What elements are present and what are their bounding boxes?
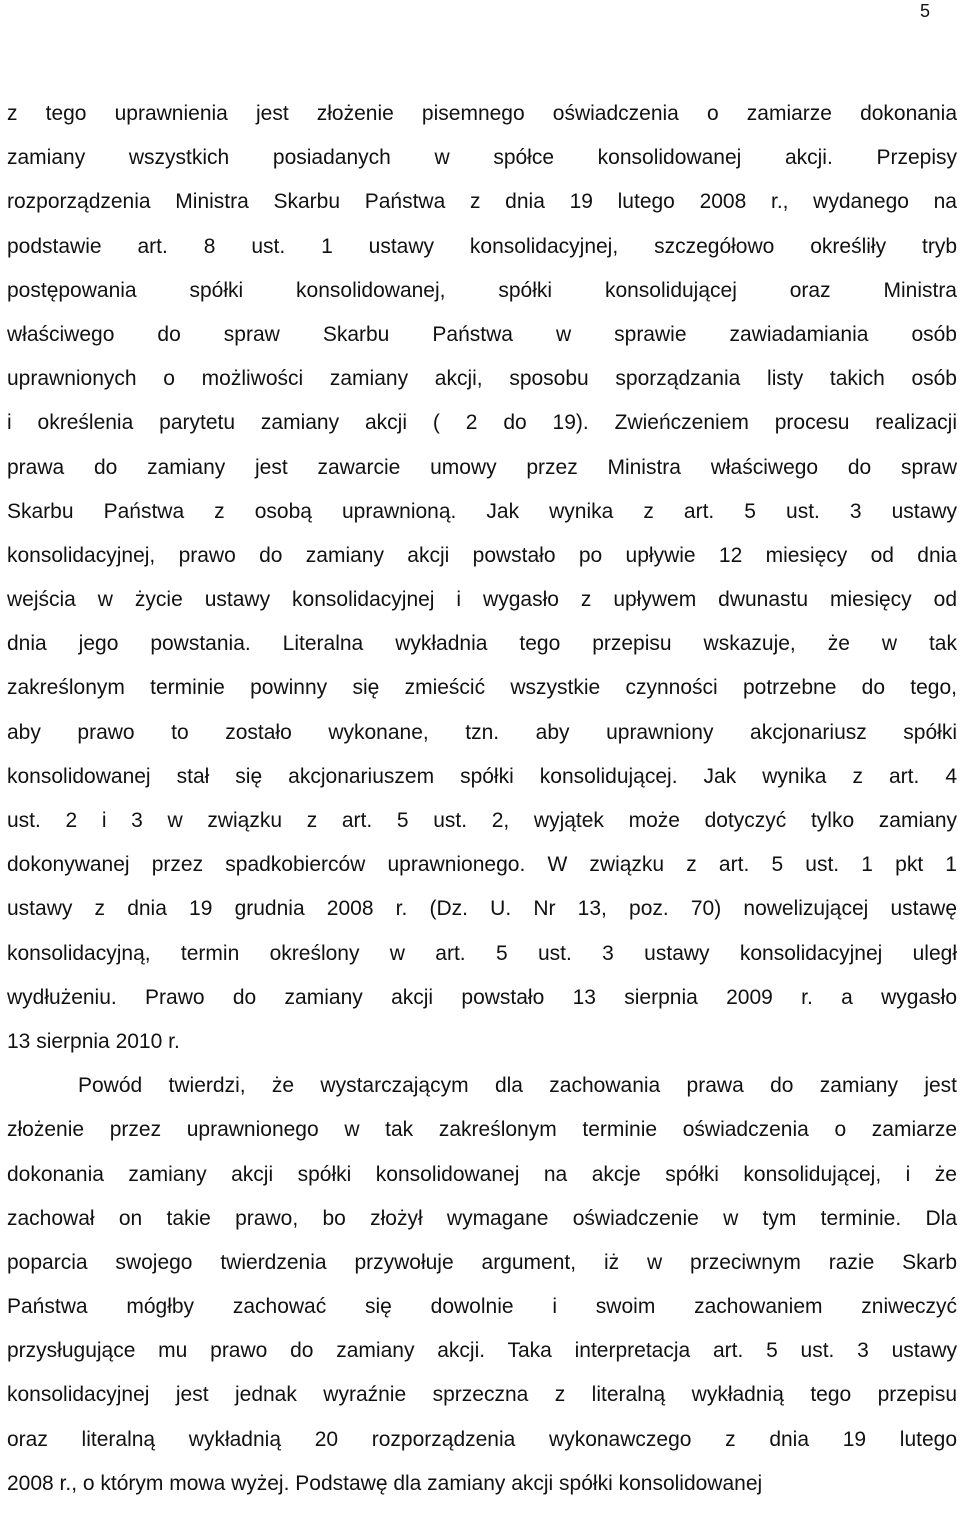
text-line: dokonywanej przez spadkobierców uprawnionego. W związku z art. 5 ust. 1 pkt 1 <box>7 853 957 877</box>
text-line: zachował on takie prawo, bo złożył wymagane oświadczenie w tym terminie. Dla <box>7 1206 957 1230</box>
paragraph <box>7 99 957 1071</box>
text-line: podstawie art. 8 ust. 1 ustawy konsolidacyjnej, szczegółowo określiły tryb <box>7 234 957 258</box>
text-line: wejścia w życie ustawy konsolidacyjnej i wygasło z upływem dwunastu miesięcy od <box>7 588 957 612</box>
text-line: konsolidowanej stał się akcjonariuszem spółki konsolidującej. Jak wynika z art. 4 <box>7 764 957 788</box>
document-body <box>7 99 957 1513</box>
text-line: dokonania zamiany akcji spółki konsolidowanej na akcje spółki konsolidującej, i że <box>7 1162 957 1186</box>
text-line: ustawy z dnia 19 grudnia 2008 r. (Dz. U. Nr 13, poz. 70) nowelizującej ustawę <box>7 897 957 921</box>
text-line: prawa do zamiany jest zawarcie umowy przez Ministra właściwego do spraw <box>7 455 957 479</box>
text-line: zamiany wszystkich posiadanych w spółce konsolidowanej akcji. Przepisy <box>7 146 957 170</box>
text-line: aby prawo to zostało wykonane, tzn. aby uprawniony akcjonariusz spółki <box>7 720 957 744</box>
text-line: Skarbu Państwa z osobą uprawnioną. Jak wynika z art. 5 ust. 3 ustawy <box>7 499 957 523</box>
text-line: konsolidacyjną, termin określony w art. 5 ust. 3 ustawy konsolidacyjnej uległ <box>7 941 957 965</box>
text-line: przysługujące mu prawo do zamiany akcji. Taka interpretacja art. 5 ust. 3 ustawy <box>7 1339 957 1363</box>
paragraph <box>7 1071 957 1513</box>
text-line: 2008 r., o którym mowa wyżej. Podstawę dla zamiany akcji spółki konsolidowanej <box>7 1471 763 1495</box>
text-line: postępowania spółki konsolidowanej, spółki konsolidującej oraz Ministra <box>7 278 957 302</box>
text-line: i określenia parytetu zamiany akcji ( 2 do 19). Zwieńczeniem procesu realizacji <box>7 411 957 435</box>
text-line: 13 sierpnia 2010 r. <box>7 1029 180 1053</box>
text-line: z tego uprawnienia jest złożenie pisemnego oświadczenia o zamiarze dokonania <box>7 102 957 125</box>
text-line: Państwa mógłby zachować się dowolnie i swoim zachowaniem zniweczyć <box>7 1295 957 1319</box>
text-line: konsolidacyjnej jest jednak wyraźnie sprzeczna z literalną wykładnią tego przepisu <box>7 1383 957 1407</box>
text-line: uprawnionych o możliwości zamiany akcji, sposobu sporządzania listy takich osób <box>7 367 957 391</box>
text-line: zakreślonym terminie powinny się zmieścić wszystkie czynności potrzebne do tego, <box>7 676 957 700</box>
text-line: złożenie przez uprawnionego w tak zakreślonym terminie oświadczenia o zamiarze <box>7 1118 957 1142</box>
page-number: 5 <box>920 1 931 21</box>
text-line: ust. 2 i 3 w związku z art. 5 ust. 2, wyjątek może dotyczyć tylko zamiany <box>7 809 957 832</box>
text-line: poparcia swojego twierdzenia przywołuje argument, iż w przeciwnym razie Skarb <box>7 1250 957 1274</box>
text-line: właściwego do spraw Skarbu Państwa w sprawie zawiadamiania osób <box>7 322 957 346</box>
text-line: dnia jego powstania. Literalna wykładnia tego przepisu wskazuje, że w tak <box>7 632 957 656</box>
text-line: Powód twierdzi, że wystarczającym dla zachowania prawa do zamiany jest <box>78 1074 957 1098</box>
text-line: wydłużeniu. Prawo do zamiany akcji powstało 13 sierpnia 2009 r. a wygasło <box>7 985 957 1009</box>
text-line: rozporządzenia Ministra Skarbu Państwa z dnia 19 lutego 2008 r., wydanego na <box>7 190 957 214</box>
text-line: konsolidacyjnej, prawo do zamiany akcji powstało po upływie 12 miesięcy od dnia <box>7 543 957 567</box>
text-line: oraz literalną wykładnią 20 rozporządzenia wykonawczego z dnia 19 lutego <box>7 1427 957 1451</box>
